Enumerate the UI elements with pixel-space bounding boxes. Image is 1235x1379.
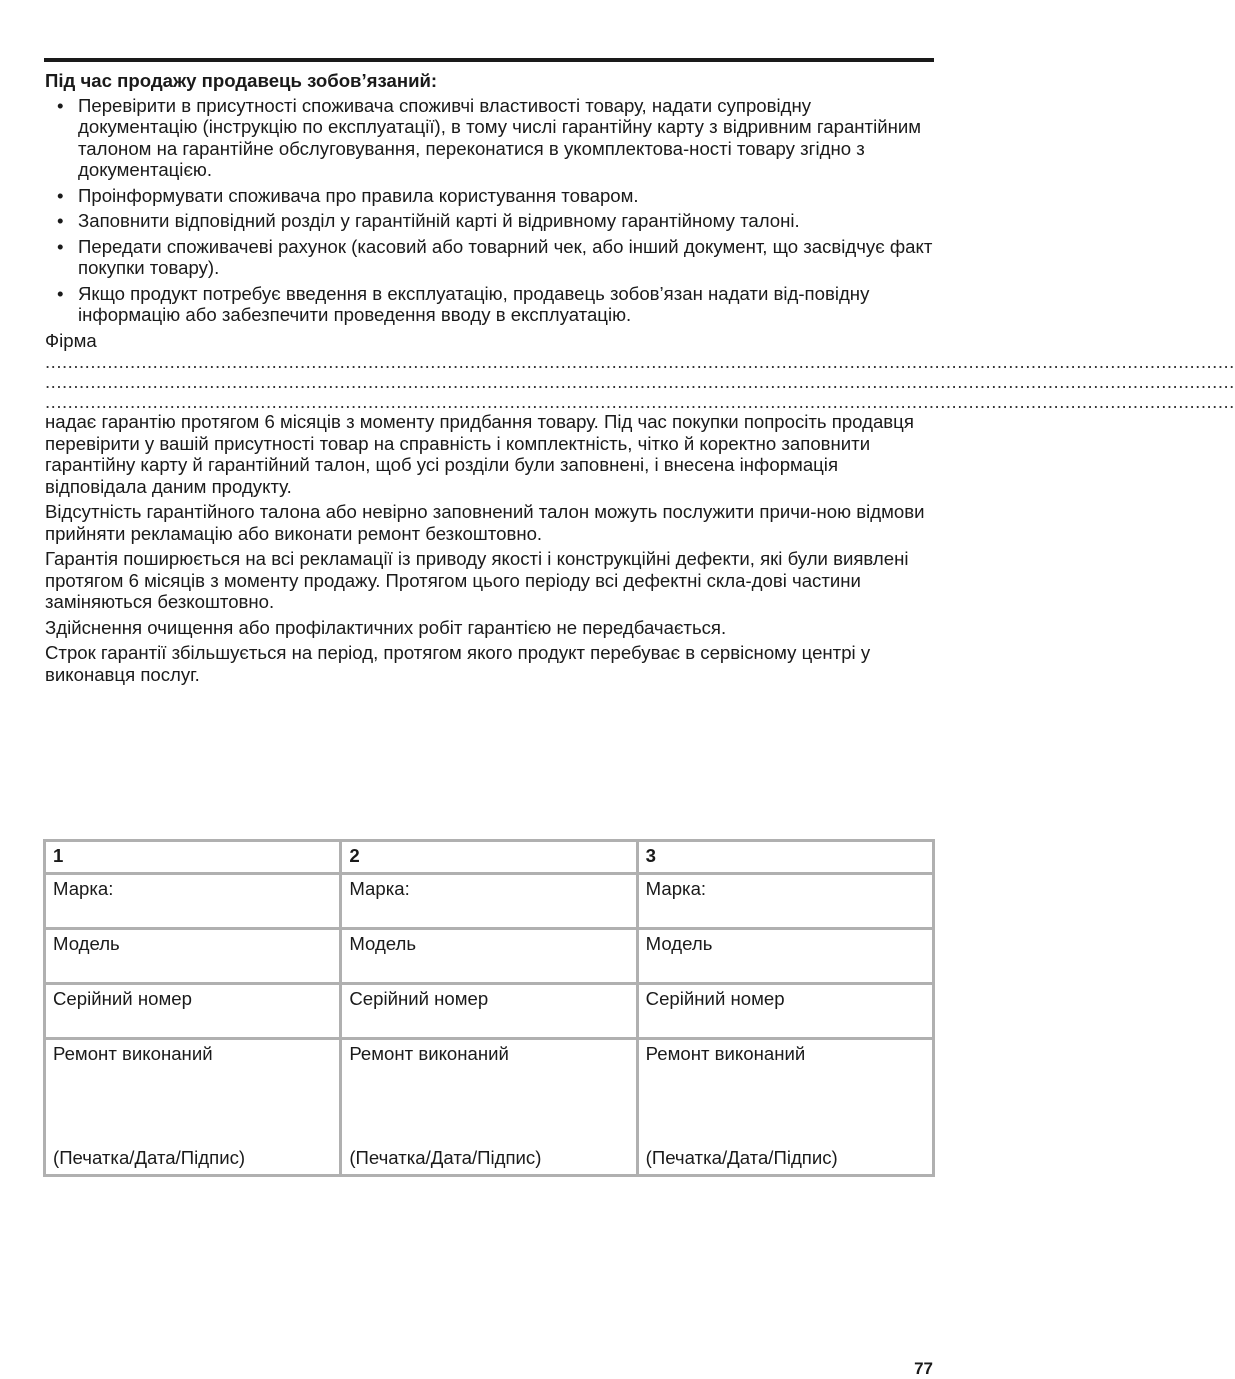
firm-fill-line-1: ..................................................................................................................................................................................................................: [45, 351, 1235, 372]
list-item: • Заповнити відповідний розділ у гарантійній карті й відривному гарантійному талоні.: [57, 210, 800, 231]
table-row: [45, 929, 934, 984]
repair-field[interactable]: [637, 1039, 933, 1176]
serial-number-field[interactable]: Серійний номер: [341, 984, 637, 1039]
repair-field[interactable]: [341, 1039, 637, 1176]
brand-field[interactable]: Марка:: [341, 874, 637, 929]
table-row: [45, 1039, 934, 1176]
list-item: • Якщо продукт потребує введення в експлуатацію, продавець зобов’язан надати від-повідну інформацію або забезпечити проведення вводу в експлуатацію.: [57, 282, 870, 325]
table-row: [45, 841, 934, 874]
model-field[interactable]: Модель: [341, 929, 637, 984]
document-body: [45, 70, 1235, 689]
column-number: 1: [45, 841, 341, 874]
warranty-paragraph: Гарантія поширюється на всі рекламації із приводу якості і конструкційні дефекти, які були виявлені протягом 6 місяців з моменту продажу. Протягом цього періоду всі дефектні скла-дові частини заміняються безкоштовно.: [45, 548, 909, 612]
seller-duties-list: [45, 95, 935, 326]
warranty-paragraph: Відсутність гарантійного талона або невірно заповнений талон можуть послужити причи-ною відмови прийняти рекламацію або виконати ремонт безкоштовно.: [45, 501, 925, 544]
stamp-date-signature-label: (Печатка/Дата/Підпис): [53, 1147, 246, 1168]
column-number: 3: [637, 841, 933, 874]
warranty-paragraph: Здійснення очищення або профілактичних робіт гарантією не передбачається.: [45, 616, 727, 638]
bullet-icon: •: [57, 210, 64, 231]
bullet-icon: •: [57, 184, 64, 206]
firm-fill-line-3: ..................................................................................................................................................................................................................: [45, 391, 1235, 412]
brand-field[interactable]: Марка:: [637, 874, 933, 929]
repair-label: Ремонт виконаний: [645, 1043, 806, 1064]
list-item: • Проінформувати споживача про правила користування товаром.: [57, 184, 639, 206]
warranty-paragraph: Строк гарантії збільшується на період, протягом якого продукт перебуває в сервісному центрі у виконавця послуг.: [45, 642, 871, 685]
firm-label: Фірма: [45, 329, 97, 351]
model-field[interactable]: Модель: [45, 929, 341, 984]
list-item: • Передати споживачеві рахунок (касовий або товарний чек, або інший документ, що засвідчує факт покупки товару).: [57, 235, 933, 278]
bullet-icon: •: [57, 282, 64, 304]
warranty-paragraph: надає гарантію протягом 6 місяців з моменту придбання товару. Під час покупки попросіть продавця перевірити у вашій присутності товар на справність і комплектність, чітко й коректно заповнити гарантійну карту й гарантійний талон, щоб усі розділи були заповнені, і внесена інформація відповідала даним продукту.: [45, 411, 914, 497]
warranty-coupon-table: [43, 839, 935, 1177]
stamp-date-signature-label: (Печатка/Дата/Підпис): [349, 1147, 542, 1168]
page-number: 77: [914, 1359, 933, 1378]
firm-fill-line-2: ..................................................................................................................................................................................................................: [45, 371, 1235, 392]
bullet-icon: •: [57, 94, 64, 116]
brand-field[interactable]: Марка:: [45, 874, 341, 929]
top-rule: [44, 58, 934, 62]
serial-number-field[interactable]: Серійний номер: [637, 984, 933, 1039]
repair-label: Ремонт виконаний: [349, 1043, 509, 1064]
stamp-date-signature-label: (Печатка/Дата/Підпис): [645, 1147, 838, 1168]
bullet-icon: •: [57, 235, 64, 257]
seller-duties-heading: Під час продажу продавець зобов’язаний:: [45, 70, 438, 91]
table-row: [45, 984, 934, 1039]
column-number: 2: [341, 841, 637, 874]
table-row: [45, 874, 934, 929]
model-field[interactable]: Модель: [637, 929, 933, 984]
repair-label: Ремонт виконаний: [53, 1043, 213, 1064]
list-item: • Перевірити в присутності споживача споживчі властивості товару, надати супровідну документацію (інструкцію по експлуатації), в тому числі гарантійну карту з відривним гарантійним талоном на гарантійне обслуговування, переконатися в укомплектова-ності товару згідно з документацією.: [57, 94, 922, 180]
serial-number-field[interactable]: Серійний номер: [45, 984, 341, 1039]
repair-field[interactable]: [45, 1039, 341, 1176]
